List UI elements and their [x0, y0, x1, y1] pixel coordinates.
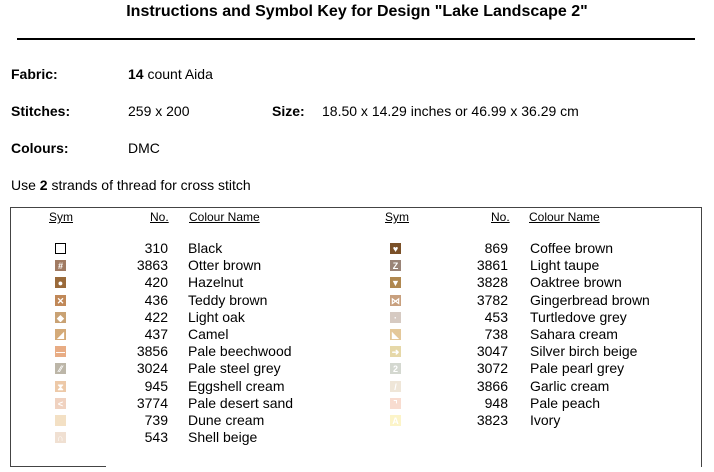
symbol-swatch-icon: ⁄⁄	[55, 363, 66, 374]
symbol-swatch-icon: ➜	[391, 347, 400, 358]
symbol-swatch-icon: ·	[390, 312, 401, 323]
symbol-swatch-icon: /	[390, 381, 401, 392]
colour-name: Oaktree brown	[530, 274, 622, 291]
dmc-number: 948	[484, 394, 508, 411]
dmc-number: 3782	[476, 291, 508, 308]
colour-name: Turtledove grey	[530, 308, 627, 325]
dmc-number: 3072	[476, 360, 508, 377]
fabric-value	[128, 66, 213, 82]
symbol-swatch-icon: ◆	[55, 312, 66, 323]
colour-name: Otter brown	[188, 257, 262, 274]
symbol-swatch-icon: —	[56, 347, 65, 358]
header-no-left: No.	[150, 210, 169, 224]
header-no-right: No.	[491, 210, 510, 224]
colour-name: Teddy brown	[188, 291, 268, 308]
dmc-number: 420	[144, 274, 168, 291]
strands-instruction	[11, 177, 251, 193]
symbol-swatch-icon: <	[55, 398, 66, 409]
symbol-swatch-icon: ⋈	[391, 295, 400, 306]
size-value: 18.50 x 14.29 inches or 46.99 x 36.29 cm	[322, 103, 579, 119]
symbol-swatch-icon	[55, 243, 66, 254]
dmc-number: 3024	[136, 360, 168, 377]
colours-value: DMC	[128, 140, 160, 156]
colour-name: Pale beechwood	[188, 343, 292, 360]
strands-suffix: strands of thread for cross stitch	[47, 177, 251, 193]
page-title: Instructions and Symbol Key for Design "Lake Landscape 2"	[126, 3, 588, 20]
symbol-swatch-icon: ●	[55, 277, 66, 288]
dmc-number: 869	[484, 240, 508, 256]
title-rule	[17, 38, 695, 40]
symbol-swatch-icon: ▼	[391, 278, 400, 289]
strands-prefix: Use	[11, 177, 40, 193]
size-label: Size:	[272, 103, 305, 119]
dmc-number: 3828	[476, 274, 508, 291]
dmc-number: 3856	[136, 343, 168, 360]
colour-name: Ivory	[530, 411, 561, 428]
symbol-swatch-icon: #	[55, 260, 66, 271]
colour-name: Camel	[188, 325, 229, 342]
fabric-label: Fabric:	[11, 66, 58, 82]
colour-name: Sahara cream	[530, 325, 618, 342]
colour-name: Coffee brown	[530, 240, 614, 256]
header-name-right: Colour Name	[529, 210, 600, 224]
symbol-swatch-icon: ∩	[55, 432, 66, 443]
dmc-number: 3861	[476, 257, 508, 274]
colour-name: Gingerbread brown	[530, 291, 650, 308]
dmc-number: 3863	[136, 257, 168, 274]
symbol-swatch-icon: ◢	[55, 329, 66, 340]
dmc-number: 453	[484, 308, 508, 325]
colour-name: Pale peach	[530, 394, 601, 411]
symbol-swatch-icon: ⧗	[55, 381, 66, 392]
colour-name: Light taupe	[530, 257, 600, 274]
colour-name: Black	[188, 240, 223, 256]
colour-name: Pale steel grey	[188, 360, 281, 377]
stitches-label: Stitches:	[11, 103, 71, 119]
dmc-number: 945	[144, 377, 168, 394]
colour-name: Garlic cream	[530, 377, 610, 394]
symbol-swatch-icon: Z	[390, 260, 401, 271]
dmc-number: 3823	[476, 411, 508, 428]
header-sym-left: Sym	[49, 210, 73, 224]
symbol-swatch-icon: ✕	[56, 295, 65, 306]
dmc-number: 3866	[476, 377, 508, 394]
fabric-count: 14	[128, 66, 144, 82]
colour-name: Pale desert sand	[188, 394, 294, 411]
dmc-number: 738	[484, 325, 508, 342]
symbol-swatch-icon: ◣	[390, 329, 401, 340]
dmc-number: 543	[144, 429, 168, 446]
colour-name: Shell beige	[188, 429, 258, 446]
header-name-left: Colour Name	[189, 210, 260, 224]
colour-name: Dune cream	[188, 411, 265, 428]
dmc-number: 739	[144, 411, 168, 428]
dmc-number: 437	[144, 325, 168, 342]
symbol-swatch-icon: ⌝	[390, 398, 401, 409]
symbol-key-bottom-rule	[10, 466, 106, 467]
colour-name: Light oak	[188, 308, 245, 325]
dmc-number: 436	[144, 291, 168, 308]
fabric-type: count Aida	[143, 66, 213, 82]
symbol-swatch-icon	[55, 415, 66, 426]
colour-name: Silver birch beige	[530, 343, 638, 360]
stitches-value: 259 x 200	[128, 103, 190, 119]
dmc-number: 3047	[476, 343, 508, 360]
dmc-number: 3774	[136, 394, 168, 411]
colour-name: Hazelnut	[188, 274, 244, 291]
colour-name: Pale pearl grey	[530, 360, 625, 377]
dmc-number: 422	[144, 308, 168, 325]
colours-label: Colours:	[11, 140, 69, 156]
dmc-number: 310	[144, 240, 168, 256]
symbol-swatch-icon: 2	[390, 363, 401, 374]
symbol-swatch-icon: A	[390, 415, 401, 426]
symbol-swatch-icon: ♥	[390, 243, 401, 254]
colour-name: Eggshell cream	[188, 377, 285, 394]
strands-count: 2	[39, 177, 48, 193]
header-sym-right: Sym	[385, 210, 409, 224]
